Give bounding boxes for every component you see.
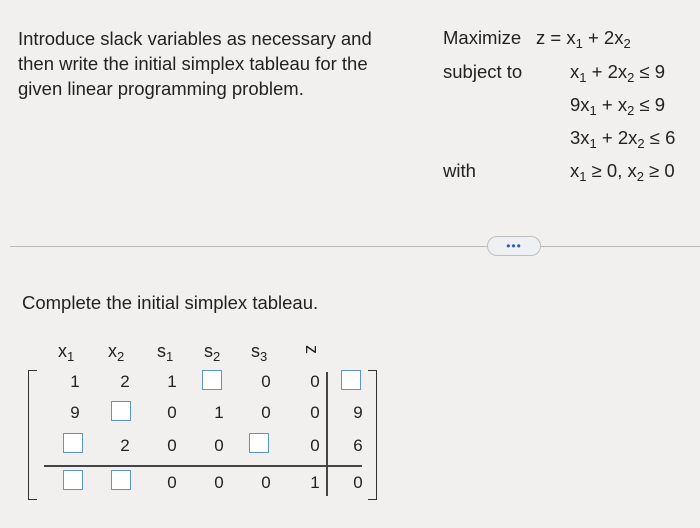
cell-r2-s3: 0 — [261, 403, 271, 422]
cell-r2-z: 0 — [310, 403, 320, 422]
cell-r1-s1: 1 — [167, 372, 177, 391]
header-s1: $s_1$ — [157, 341, 174, 364]
input-r3-x1[interactable] — [63, 433, 83, 453]
cell-r2-s1: 0 — [167, 403, 177, 422]
expand-more-button[interactable]: ••• — [487, 236, 541, 256]
cell-r3-s1: 0 — [167, 436, 177, 455]
cell-r1-x1: 1 — [70, 372, 80, 391]
cell-r2-s2: 1 — [214, 403, 224, 422]
cell-r4-s2: 0 — [214, 473, 224, 492]
input-r4-x1[interactable] — [63, 470, 83, 490]
cell-r2-x1: 9 — [70, 403, 80, 422]
with-label: with — [443, 160, 476, 181]
subject-to-label: subject to — [443, 61, 523, 82]
header-x1: $x_1$ — [58, 341, 75, 364]
tableau-horizontal-divider — [44, 465, 362, 467]
constraint-3: $3x_1 + 2x_2 \le 6$ — [570, 127, 676, 151]
complete-tableau-prompt: Complete the initial simplex tableau. — [22, 292, 319, 313]
cell-r4-rhs: 0 — [353, 473, 363, 492]
cell-r3-s2: 0 — [214, 436, 224, 455]
constraint-1: $x_1 + 2x_2 \le 9$ — [570, 61, 666, 85]
instructions — [18, 26, 408, 101]
header-s3: $s_3$ — [251, 341, 268, 364]
cell-r1-x2: 2 — [120, 372, 130, 391]
constraint-2: $9x_1 + x_2 \le 9$ — [570, 94, 666, 118]
cell-r4-z: 1 — [310, 473, 320, 492]
tableau-left-bracket — [28, 370, 37, 500]
cell-r3-x2: 2 — [120, 436, 130, 455]
instructions-line-3: given linear programming problem. — [18, 78, 304, 99]
cell-r1-s3: 0 — [261, 372, 271, 391]
maximize-label: Maximize — [443, 27, 522, 48]
header-z: z — [302, 345, 322, 354]
input-r4-x2[interactable] — [111, 470, 131, 490]
instructions-line-1: Introduce slack variables as necessary and — [18, 28, 372, 49]
objective-function: $z = x_1 + 2x_2$ — [536, 27, 631, 51]
cell-r3-rhs: 6 — [353, 436, 363, 455]
cell-r1-z: 0 — [310, 372, 320, 391]
input-r1-s2[interactable] — [202, 370, 222, 390]
section-divider — [10, 246, 700, 247]
cell-r4-s3: 0 — [261, 473, 271, 492]
nonnegativity-constraint: $x_1 \ge 0$, $x_2 \ge 0$ — [570, 160, 675, 184]
instructions-line-2: then write the initial simplex tableau for the — [18, 53, 368, 74]
cell-r2-rhs: 9 — [353, 403, 363, 422]
input-r3-s3[interactable] — [249, 433, 269, 453]
header-x2: $x_2$ — [108, 341, 125, 364]
cell-r4-s1: 0 — [167, 473, 177, 492]
input-r1-rhs[interactable] — [341, 370, 361, 390]
input-r2-x2[interactable] — [111, 401, 131, 421]
header-s2: $s_2$ — [204, 341, 221, 364]
cell-r3-z: 0 — [310, 436, 320, 455]
